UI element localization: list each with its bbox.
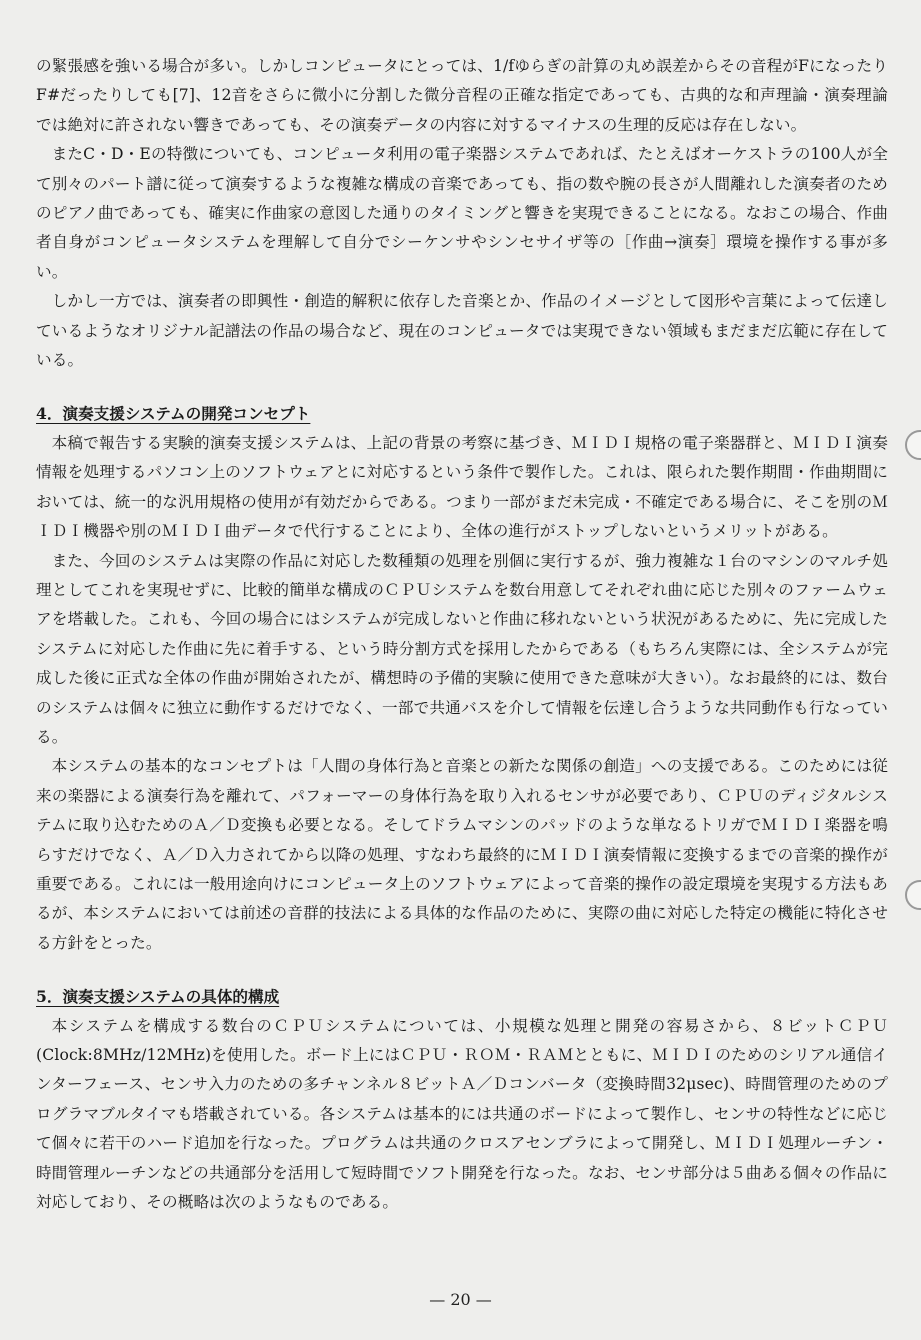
paragraph: また、今回のシステムは実際の作品に対応した数種類の処理を別個に実行するが、強力複雑な１台のマシンのマルチ処理としてこれを実現せずに、比較的簡単な構成のＣＰＵシステムを数台用意してそれぞれ曲に応じた別々のファームウェアを塔載した。これも、今回の場合にはシステムが完成しないと作曲に移れないという状況があるために、先に完成したシステムに対応した作曲に先に着手する、という時分割方式を採用したからである（もちろん実際には、全システムが完成した後に正式な全体の作曲が開始されたが、構想時の予備的実験に使用できた意味が大きい）。なお最終的には、数台のシステムは個々に独立に動作するだけでなく、一部で共通バスを介して情報を伝達し合うような共同動作も行なっている。	[36, 551, 888, 746]
page-number: — 20 —	[429, 1290, 492, 1309]
paragraph: の緊張感を強いる場合が多い。しかしコンピュータにとっては、1/fゆらぎの計算の丸め誤差からその音程がFになったりF#だったりしても[7]、12音をさらに微小に分割した微分音程の正確な指定であっても、古典的な和声理論・演奏理論では絶対に許されない響きであっても、その演奏データの内容に対するマイナスの生理的反応は存在しない。	[36, 57, 888, 134]
paragraph: しかし一方では、演奏者の即興性・創造的解釈に依存した音楽とか、作品のイメージとして図形や言葉によって伝達しているようなオリジナル記譜法の作品の場合など、現在のコンピュータでは実現できない領域もまだまだ広範に存在している。	[36, 292, 888, 370]
binding-hole-mark	[905, 880, 921, 910]
section-heading-5: 5．演奏支援システムの具体的構成	[36, 987, 280, 1007]
paragraph: 本稿で報告する実験的演奏支援システムは、上記の背景の考察に基づき、ＭＩＤＩ規格の電子楽器群と、ＭＩＤＩ演奏情報を処理するパソコン上のソフトウェアとに対応するという条件で製作した。これは、限られた製作期間・作曲期間においては、統一的な汎用規格の使用が有効だからである。つまり一部がまだ未完成・不確定である場合に、そこを別のＭＩＤＩ機器や別のＭＩＤＩ曲データで代行することにより、全体の進行がストップしないというメリットがある。	[36, 433, 888, 541]
paragraph: 本システムの基本的なコンセプトは「人間の身体行為と音楽との新たな関係の創造」への支援である。このためには従来の楽器による演奏行為を離れて、パフォーマーの身体行為を取り入れるセンサが必要であり、ＣＰＵのディジタルシステムに取り込むためのＡ／Ｄ変換も必要となる。そしてドラムマシンのパッドのような単なるトリガでＭＩＤＩ楽器を鳴らすだけでなく、Ａ／Ｄ入力されてから以降の処理、すなわち最終的にＭＩＤＩ演奏情報に変換するまでの音楽的操作が重要である。これには一般用途向けにコンピュータ上のソフトウェアによって音楽的操作の設定環境を実現する方法もあるが、本システムにおいては前述の音群的技法による具体的な作品のために、実際の曲に対応した特定の機能に特化させる方針をとった。	[36, 757, 888, 952]
paragraph: またC・D・Eの特徴についても、コンピュータ利用の電子楽器システムであれば、たとえばオーケストラの100人が全て別々のパート譜に従って演奏するような複雑な構成の音楽であっても、指の数や腕の長さが人間離れした演奏者のためのピアノ曲であっても、確実に作曲家の意図した通りのタイミングと響きを実現できることになる。なおこの場合、作曲者自身がコンピュータシステムを理解して自分でシーケンサやシンセサイザ等の［作曲→演奏］環境を操作する事が多い。	[36, 145, 888, 281]
binding-hole-mark	[905, 430, 921, 460]
paragraph: 本システムを構成する数台のＣＰＵシステムについては、小規模な処理と開発の容易さから、８ビットＣＰＵ(Clock:8MHz/12MHz)を使用した。ボード上にはＣＰＵ・ＲＯＭ・ＲＡＭとともに、ＭＩＤＩのためのシリアル通信インターフェース、センサ入力のための多チャンネル８ビットＡ／Ｄコンバータ（変換時間32μsec)、時間管理のためのプログラマブルタイマも塔載されている。各システムは基本的には共通のボードによって製作し、センサの特性などに応じて個々に若干のハード追加を行なった。プログラムは共通のクロスアセンブラによって開発し、ＭＩＤＩ処理ルーチン・時間管理ルーチンなどの共通部分を活用して短時間でソフト開発を行なった。なお、センサ部分は５曲ある個々の作品に対応しており、その概略は次のようなものである。	[36, 1016, 888, 1212]
section-heading-4: 4．演奏支援システムの開発コンセプト	[36, 404, 311, 424]
body-text	[36, 52, 888, 1217]
